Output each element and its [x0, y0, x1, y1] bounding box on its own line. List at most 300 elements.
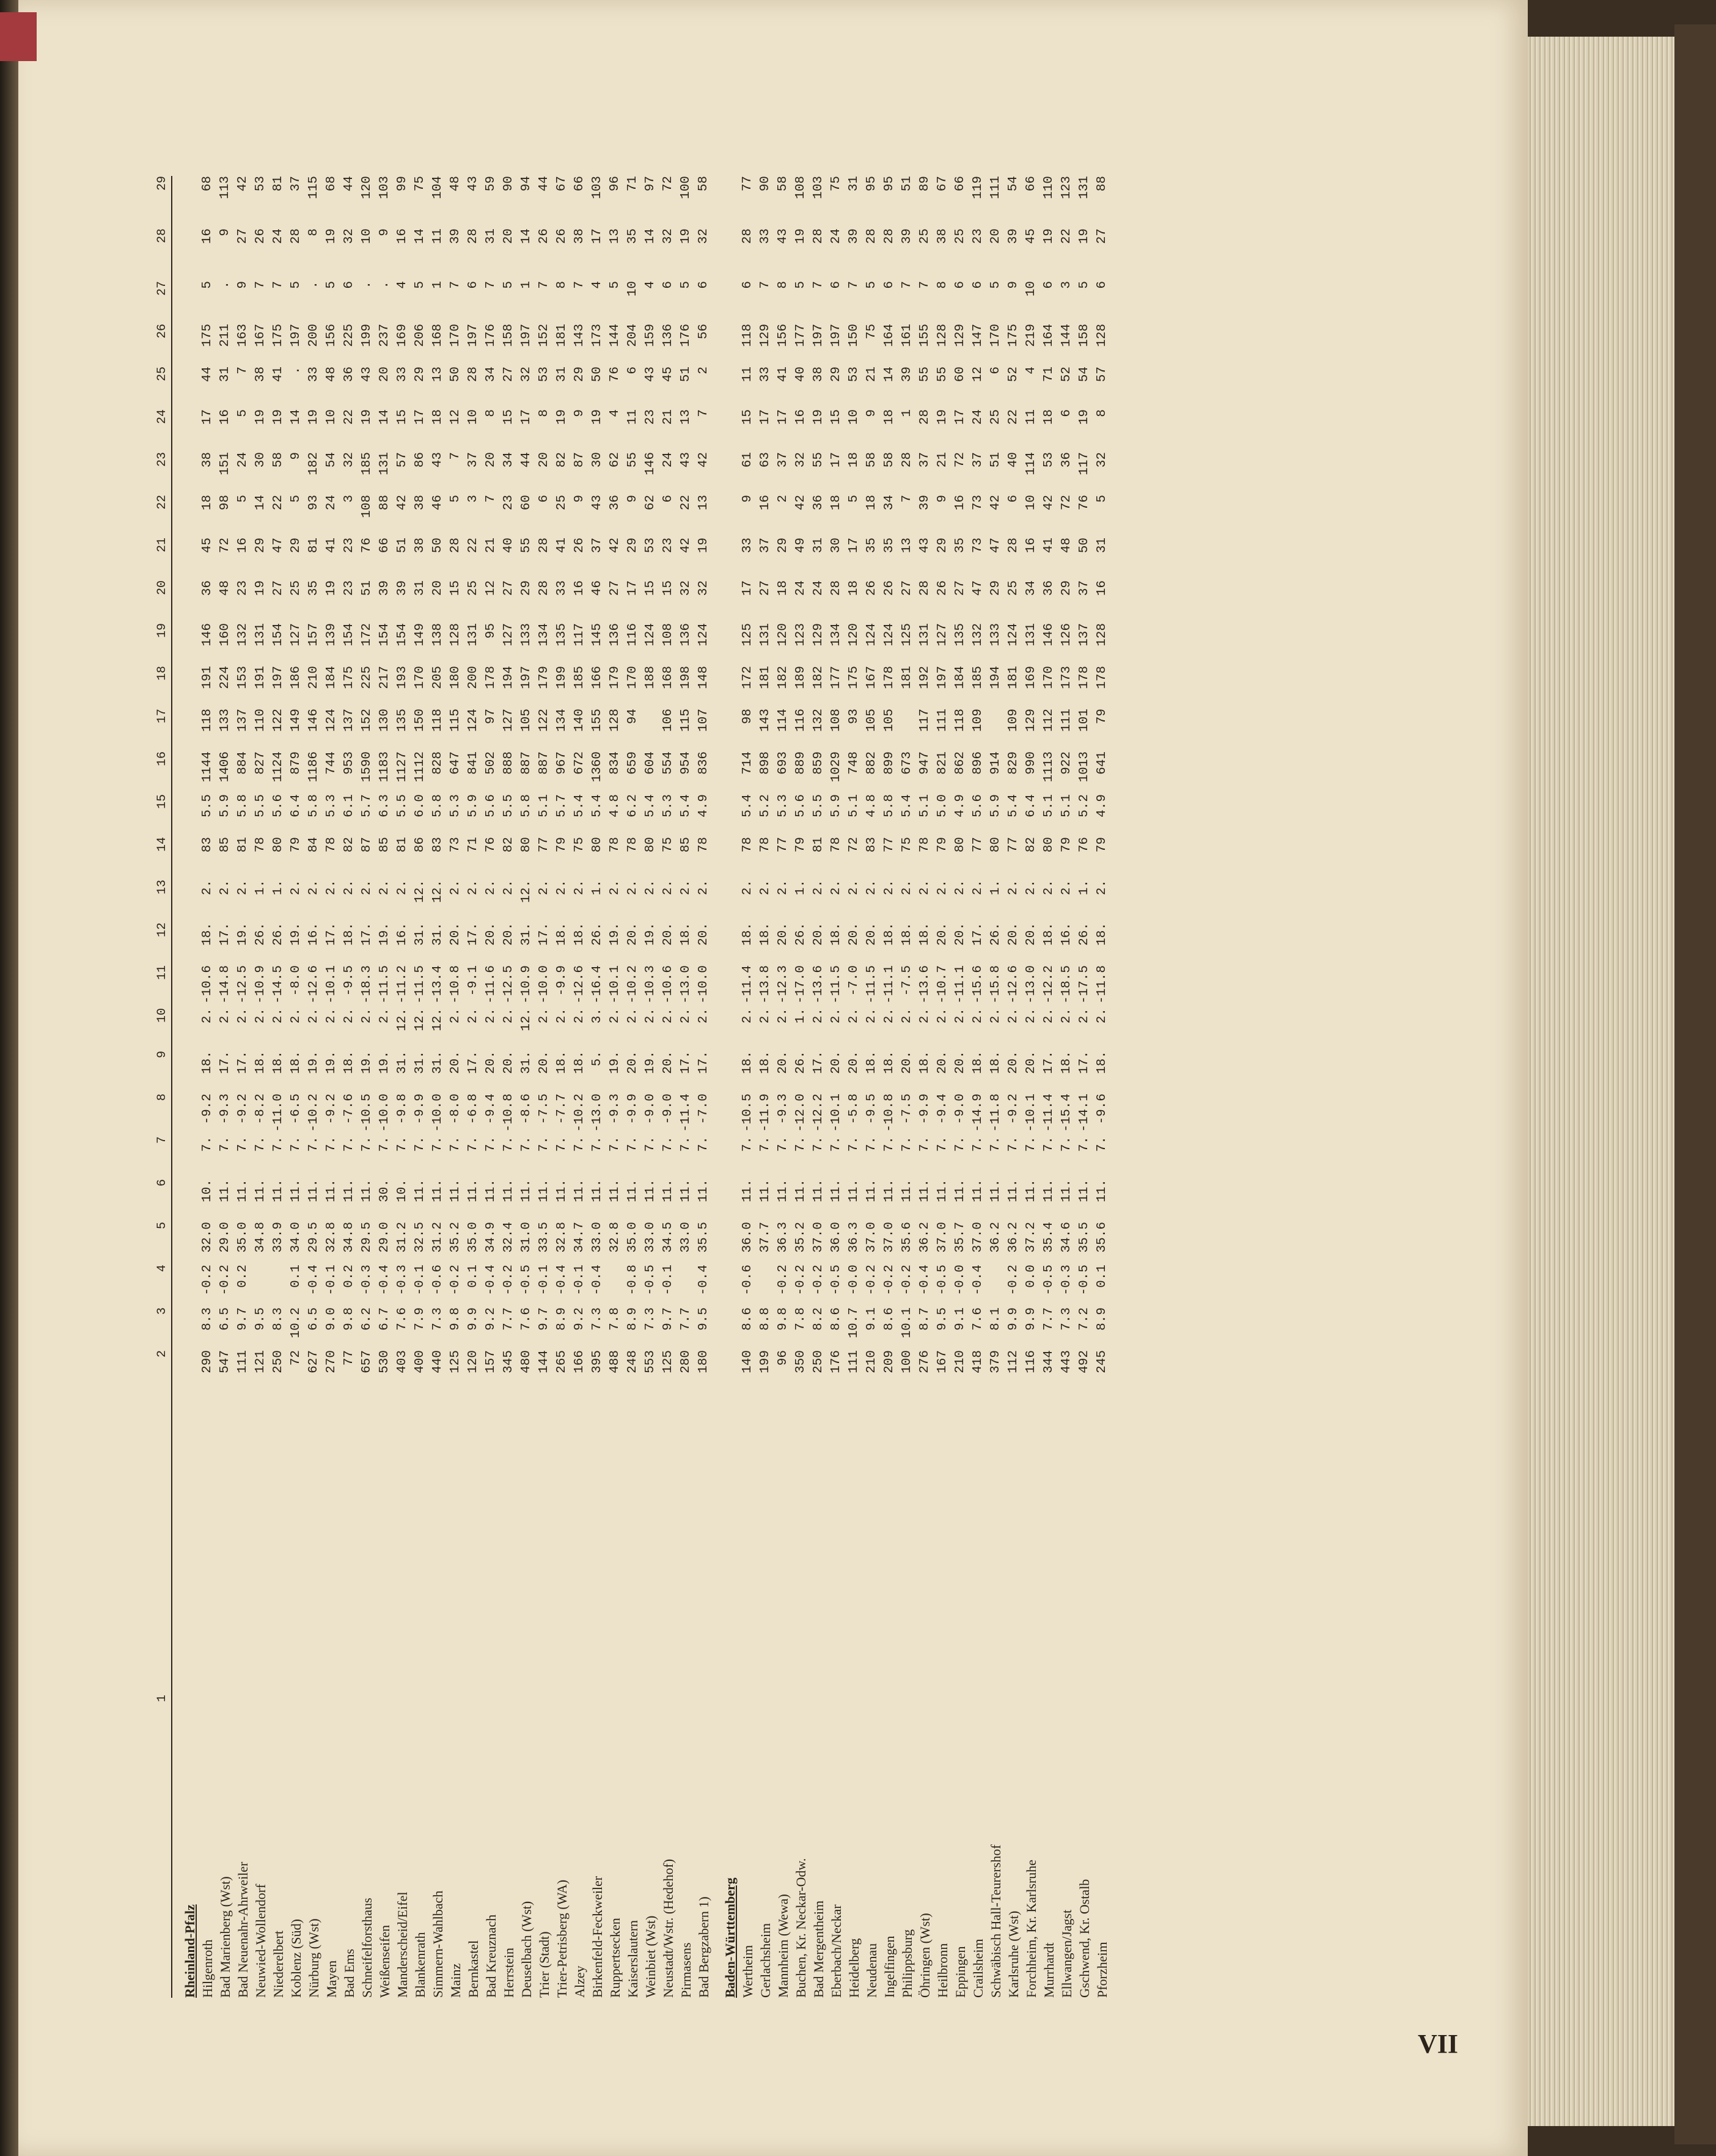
- table-cell: 2.: [608, 1008, 622, 1024]
- table-cell: 5: [200, 281, 215, 289]
- table-cell: 7.: [865, 1136, 879, 1152]
- station-name: Eberbach/Neckar: [829, 1904, 844, 1998]
- table-cell: 554: [661, 751, 675, 775]
- table-row: [898, 176, 916, 1998]
- table-cell: 17: [847, 538, 861, 554]
- table-cell: 36.2: [1007, 1222, 1021, 1253]
- table-cell: 35.0: [466, 1222, 480, 1253]
- table-cell: 38: [573, 228, 587, 244]
- table-cell: 7.: [679, 1136, 693, 1152]
- table-cell: 37.7: [758, 1222, 772, 1253]
- table-cell: 6: [1007, 495, 1021, 503]
- table-cell: 5.1: [1042, 794, 1056, 817]
- table-cell: 108: [794, 176, 808, 199]
- table-cell: 18.: [882, 923, 897, 946]
- table-cell: 6: [1095, 281, 1109, 289]
- table-cell: 245: [1095, 1350, 1109, 1373]
- table-cell: 967: [555, 751, 569, 775]
- table-cell: -12.6: [307, 965, 321, 1004]
- column-header: 10: [155, 1008, 169, 1023]
- table-row: [916, 176, 934, 1998]
- table-cell: 169: [1024, 666, 1038, 689]
- table-cell: 154: [395, 623, 409, 646]
- table-cell: 16: [200, 228, 215, 244]
- table-cell: 26.: [989, 923, 1003, 946]
- table-cell: 26.: [271, 923, 285, 946]
- station-name: Bad Mergentheim: [811, 1900, 826, 1998]
- table-cell: 25: [289, 580, 303, 596]
- table-cell: 152: [360, 709, 374, 732]
- station-name: Gschwend, Kr. Ostalb: [1077, 1879, 1092, 1998]
- table-cell: 197: [466, 324, 480, 347]
- table-cell: 36.2: [918, 1222, 932, 1253]
- table-cell: 136: [661, 324, 675, 347]
- table-cell: -0.1: [573, 1265, 587, 1296]
- table-cell: -5.8: [847, 1094, 861, 1125]
- table-cell: 7.: [882, 1136, 897, 1152]
- table-cell: 35: [626, 228, 640, 244]
- table-cell: 37: [466, 452, 480, 468]
- table-cell: 5.3: [776, 794, 790, 817]
- table-cell: 10: [847, 409, 861, 425]
- table-cell: -11.8: [989, 1094, 1003, 1133]
- table-cell: 19.: [307, 1051, 321, 1074]
- table-cell: 28: [900, 452, 914, 468]
- station-name: Schneifelforsthaus: [359, 1898, 375, 1998]
- table-cell: -7.5: [537, 1094, 551, 1125]
- table-cell: 86: [413, 837, 427, 853]
- table-cell: 14: [254, 495, 268, 511]
- table-cell: 35.6: [1095, 1222, 1109, 1253]
- table-cell: 56: [697, 324, 711, 340]
- table-cell: 51: [679, 367, 693, 382]
- table-cell: 42: [989, 495, 1003, 511]
- station-name: Bad Kreuznach: [483, 1914, 499, 1998]
- table-cell: 403: [395, 1350, 409, 1373]
- table-cell: 1406: [218, 751, 232, 783]
- station-name: Wertheim: [740, 1945, 755, 1998]
- table-cell: 123: [794, 623, 808, 646]
- table-cell: -8.2: [254, 1094, 268, 1125]
- table-cell: 2.: [466, 1008, 480, 1024]
- table-cell: 57: [395, 452, 409, 468]
- table-cell: 19: [1077, 409, 1091, 425]
- table-cell: 547: [218, 1350, 232, 1373]
- table-cell: 17.: [697, 1051, 711, 1074]
- table-cell: -0.6: [431, 1265, 445, 1296]
- table-cell: 200: [466, 666, 480, 689]
- table-cell: 38: [936, 228, 950, 244]
- table-cell: 15: [741, 409, 755, 425]
- table-cell: 20.: [449, 1051, 463, 1074]
- table-cell: -9.4: [936, 1094, 950, 1125]
- table-cell: 14: [413, 228, 427, 244]
- table-cell: 85: [378, 837, 392, 853]
- table-cell: 26.: [794, 923, 808, 946]
- table-cell: 9: [1007, 281, 1021, 289]
- station-name: Deuselbach (Wst): [519, 1901, 534, 1998]
- table-cell: 12.: [519, 1008, 534, 1031]
- table-cell: 117: [1077, 452, 1091, 475]
- table-cell: 177: [794, 324, 808, 347]
- table-cell: 7.: [271, 1136, 285, 1152]
- table-cell: 35.4: [1042, 1222, 1056, 1253]
- table-cell: -11.4: [679, 1094, 693, 1133]
- table-cell: 2.: [342, 1008, 356, 1024]
- table-cell: 11.: [254, 1179, 268, 1202]
- table-cell: 39: [918, 495, 932, 511]
- table-cell: 16: [794, 409, 808, 425]
- table-cell: 66: [573, 176, 587, 192]
- table-cell: -0.2: [502, 1265, 516, 1296]
- table-cell: 276: [918, 1350, 932, 1373]
- table-cell: 21: [484, 538, 498, 554]
- table-cell: 122: [271, 709, 285, 732]
- table-cell: 2.: [200, 880, 215, 896]
- table-row: [757, 176, 774, 1998]
- table-cell: 134: [829, 623, 843, 646]
- table-cell: 7.: [644, 1136, 658, 1152]
- table-cell: 143: [758, 709, 772, 732]
- table-cell: 85: [218, 837, 232, 853]
- station-name: Murrhardt: [1041, 1942, 1057, 1998]
- table-cell: 7.: [661, 1136, 675, 1152]
- table-cell: 2.: [537, 880, 551, 896]
- table-cell: 94: [519, 176, 534, 192]
- table-cell: 2.: [900, 1008, 914, 1024]
- table-cell: 25: [1007, 580, 1021, 596]
- table-cell: -0.0: [847, 1265, 861, 1296]
- table-cell: -0.1: [661, 1265, 675, 1296]
- table-cell: -0.2: [200, 1265, 215, 1296]
- column-header: 22: [155, 495, 169, 510]
- table-cell: 20.: [900, 1051, 914, 1074]
- table-cell: 6: [882, 281, 897, 289]
- table-cell: 111: [1060, 709, 1074, 732]
- table-cell: 7.: [1077, 1136, 1091, 1152]
- table-cell: 18.: [829, 923, 843, 946]
- table-cell: 31.0: [519, 1222, 534, 1253]
- table-cell: 210: [307, 666, 321, 689]
- table-cell: -8.0: [449, 1094, 463, 1125]
- table-cell: 132: [971, 623, 985, 646]
- table-cell: 140: [741, 1350, 755, 1373]
- table-cell: 0.0: [1024, 1265, 1038, 1288]
- table-cell: 53: [847, 367, 861, 382]
- table-cell: 24: [829, 228, 843, 244]
- table-cell: 32: [794, 452, 808, 468]
- table-cell: 7.6: [971, 1307, 985, 1331]
- table-cell: 11.: [1024, 1179, 1038, 1202]
- table-cell: 16: [1024, 538, 1038, 554]
- table-cell: -11.2: [395, 965, 409, 1004]
- table-cell: 96: [776, 1350, 790, 1366]
- table-cell: 6.1: [342, 794, 356, 817]
- table-cell: 2.: [882, 1008, 897, 1024]
- table-cell: 157: [307, 623, 321, 646]
- table-cell: 32.8: [324, 1222, 339, 1253]
- table-cell: 78: [254, 837, 268, 853]
- table-cell: 22: [271, 495, 285, 511]
- table-cell: 176: [679, 324, 693, 347]
- table-cell: 205: [431, 666, 445, 689]
- table-cell: 1183: [378, 751, 392, 783]
- table-cell: 5.8: [882, 794, 897, 817]
- table-row: [429, 176, 447, 1998]
- table-cell: 27: [900, 580, 914, 596]
- table-cell: 7.: [200, 1136, 215, 1152]
- table-cell: 443: [1060, 1350, 1074, 1373]
- table-cell: 20.: [1007, 1051, 1021, 1074]
- table-cell: 30: [829, 538, 843, 554]
- table-cell: 18.: [271, 1051, 285, 1074]
- table-cell: 17: [741, 580, 755, 596]
- table-cell: 80: [590, 837, 604, 853]
- table-cell: 35.0: [626, 1222, 640, 1253]
- table-cell: 20.: [661, 923, 675, 946]
- table-cell: 18: [865, 495, 879, 511]
- table-cell: 30: [590, 452, 604, 468]
- table-cell: -17.0: [794, 965, 808, 1004]
- table-cell: 12: [449, 409, 463, 425]
- table-cell: 156: [776, 324, 790, 347]
- table-cell: 170: [413, 666, 427, 689]
- table-cell: 125: [449, 1350, 463, 1373]
- table-cell: 18.: [900, 923, 914, 946]
- table-cell: 58: [865, 452, 879, 468]
- table-cell: 52: [1007, 367, 1021, 382]
- column-header: 2: [155, 1350, 169, 1358]
- table-cell: 176: [829, 1350, 843, 1373]
- station-name: Bernkastel: [466, 1940, 481, 1998]
- table-cell: 2.: [679, 1008, 693, 1024]
- table-cell: 39: [847, 228, 861, 244]
- table-cell: 947: [918, 751, 932, 775]
- table-cell: 20.: [484, 923, 498, 946]
- table-cell: 24: [324, 495, 339, 511]
- table-cell: 217: [378, 666, 392, 689]
- table-cell: 8: [484, 409, 498, 417]
- table-cell: -11.4: [1042, 1094, 1056, 1133]
- table-cell: 5.6: [271, 794, 285, 817]
- table-cell: 11.: [971, 1179, 985, 1202]
- table-cell: 14: [289, 409, 303, 425]
- table-cell: 137: [236, 709, 250, 732]
- table-cell: 7.: [829, 1136, 843, 1152]
- table-cell: 219: [1024, 324, 1038, 347]
- table-cell: 5.8: [307, 794, 321, 817]
- table-cell: 5.7: [555, 794, 569, 817]
- table-cell: 9: [378, 228, 392, 236]
- table-cell: -7.0: [697, 1094, 711, 1125]
- table-cell: 7.: [466, 1136, 480, 1152]
- table-cell: -9.2: [1007, 1094, 1021, 1125]
- table-cell: 2.: [254, 1008, 268, 1024]
- table-cell: 5: [413, 281, 427, 289]
- table-cell: 46: [590, 580, 604, 596]
- table-cell: 128: [1095, 324, 1109, 347]
- table-cell: 28: [829, 580, 843, 596]
- table-cell: 82: [555, 452, 569, 468]
- table-cell: 115: [679, 709, 693, 732]
- table-cell: 82: [342, 837, 356, 853]
- table-cell: -0.5: [519, 1265, 534, 1296]
- table-cell: 7.: [1060, 1136, 1074, 1152]
- table-cell: -9.0: [644, 1094, 658, 1125]
- table-cell: 5.4: [679, 794, 693, 817]
- table-cell: 181: [555, 324, 569, 347]
- table-cell: 139: [324, 623, 339, 646]
- table-cell: 20: [537, 452, 551, 468]
- table-cell: 31: [812, 538, 826, 554]
- table-cell: 76: [484, 837, 498, 853]
- table-cell: 112: [1042, 709, 1056, 732]
- table-cell: -0.2: [794, 1265, 808, 1296]
- table-cell: 11.: [741, 1179, 755, 1202]
- book-binding: [0, 0, 18, 2156]
- table-cell: 17.: [324, 923, 339, 946]
- table-cell: 11.: [1007, 1179, 1021, 1202]
- table-cell: -9.5: [342, 965, 356, 996]
- table-cell: 78: [758, 837, 772, 853]
- table-cell: 57: [1095, 367, 1109, 382]
- table-cell: 54: [1077, 367, 1091, 382]
- table-cell: 15: [829, 409, 843, 425]
- table-cell: -14.8: [218, 965, 232, 1004]
- table-cell: 2.: [324, 1008, 339, 1024]
- table-cell: 8: [307, 228, 321, 236]
- spine-ribbon: [0, 12, 37, 61]
- table-cell: 45: [1024, 228, 1038, 244]
- table-cell: 39: [378, 580, 392, 596]
- table-cell: 26.: [254, 923, 268, 946]
- table-cell: 2.: [758, 880, 772, 896]
- table-cell: 5.5: [395, 794, 409, 817]
- table-cell: 118: [953, 709, 967, 732]
- table-cell: 18.: [254, 1051, 268, 1074]
- table-cell: 16: [573, 580, 587, 596]
- table-cell: 75: [413, 176, 427, 192]
- table-cell: 37.0: [812, 1222, 826, 1253]
- table-cell: -9.9: [413, 1094, 427, 1125]
- table-cell: 7: [900, 495, 914, 503]
- station-name: Heidelberg: [846, 1938, 862, 1998]
- table-cell: 6.0: [413, 794, 427, 817]
- table-cell: 62: [608, 452, 622, 468]
- table-cell: 1360: [590, 751, 604, 783]
- table-cell: 42: [395, 495, 409, 511]
- table-cell: 18.: [1042, 923, 1056, 946]
- table-cell: 2.: [697, 1008, 711, 1024]
- table-cell: 18.: [573, 1051, 587, 1074]
- table-cell: -0.1: [324, 1265, 339, 1296]
- table-cell: 11.: [590, 1179, 604, 1202]
- table-cell: 79: [289, 837, 303, 853]
- table-cell: -0.0: [953, 1265, 967, 1296]
- column-header: 3: [155, 1307, 169, 1315]
- table-cell: 33.0: [679, 1222, 693, 1253]
- table-cell: 7: [537, 281, 551, 289]
- station-name: Weinbiet (Wst): [643, 1915, 658, 1998]
- table-cell: 20.: [502, 923, 516, 946]
- table-cell: 178: [1095, 666, 1109, 689]
- table-cell: 79: [1095, 709, 1109, 725]
- table-cell: 25: [989, 409, 1003, 425]
- table-cell: 73: [449, 837, 463, 853]
- table-cell: -0.1: [413, 1265, 427, 1296]
- table-cell: 7.6: [395, 1307, 409, 1331]
- table-cell: 48: [218, 580, 232, 596]
- table-cell: 11: [1024, 409, 1038, 425]
- table-cell: 7: [812, 281, 826, 289]
- table-cell: 7: [484, 281, 498, 289]
- table-row: [827, 176, 845, 1998]
- table-cell: 32: [342, 228, 356, 244]
- table-cell: 30: [254, 452, 268, 468]
- table-cell: 12: [484, 580, 498, 596]
- table-cell: 5.: [590, 1051, 604, 1067]
- table-cell: -12.5: [236, 965, 250, 1004]
- table-cell: 50: [590, 367, 604, 382]
- table-cell: 25: [918, 228, 932, 244]
- table-cell: 20.: [626, 923, 640, 946]
- table-cell: 1124: [271, 751, 285, 783]
- table-cell: 11.: [1042, 1179, 1056, 1202]
- table-cell: 35: [953, 538, 967, 554]
- table-cell: 2.: [1007, 1008, 1021, 1024]
- table-cell: 7: [449, 452, 463, 460]
- table-cell: 175: [271, 324, 285, 347]
- table-cell: 120: [360, 176, 374, 199]
- table-cell: 17.: [1077, 1051, 1091, 1074]
- table-cell: 167: [254, 324, 268, 347]
- table-cell: 26.: [794, 1051, 808, 1074]
- table-cell: 72: [953, 452, 967, 468]
- table-cell: 7.: [236, 1136, 250, 1152]
- table-cell: 6.5: [218, 1307, 232, 1331]
- table-cell: 2.: [812, 880, 826, 896]
- table-cell: 2.: [953, 1008, 967, 1024]
- table-cell: 2.: [847, 1008, 861, 1024]
- table-cell: 2.: [466, 880, 480, 896]
- table-cell: 7.: [378, 1136, 392, 1152]
- table-cell: 189: [794, 666, 808, 689]
- table-cell: 78: [697, 837, 711, 853]
- table-cell: 27: [758, 580, 772, 596]
- table-cell: 28: [812, 228, 826, 244]
- table-cell: -10.2: [573, 1094, 587, 1133]
- table-cell: -6.5: [289, 1094, 303, 1125]
- table-cell: 5.0: [936, 794, 950, 817]
- table-cell: 72: [218, 538, 232, 554]
- table-cell: 181: [1007, 666, 1021, 689]
- table-cell: 7.3: [431, 1307, 445, 1331]
- table-cell: 2.: [644, 1008, 658, 1024]
- table-cell: 36: [608, 495, 622, 511]
- table-cell: 37: [918, 452, 932, 468]
- table-row: [553, 176, 571, 1998]
- table-cell: 12.: [519, 880, 534, 903]
- table-cell: 2.: [449, 1008, 463, 1024]
- table-cell: 43: [360, 367, 374, 382]
- table-cell: 12.: [413, 880, 427, 903]
- table-cell: 48: [324, 367, 339, 382]
- table-cell: 93: [307, 495, 321, 511]
- table-cell: 1186: [307, 751, 321, 783]
- table-cell: 80: [953, 837, 967, 853]
- table-cell: 11.: [1060, 1179, 1074, 1202]
- table-row: [1058, 176, 1076, 1998]
